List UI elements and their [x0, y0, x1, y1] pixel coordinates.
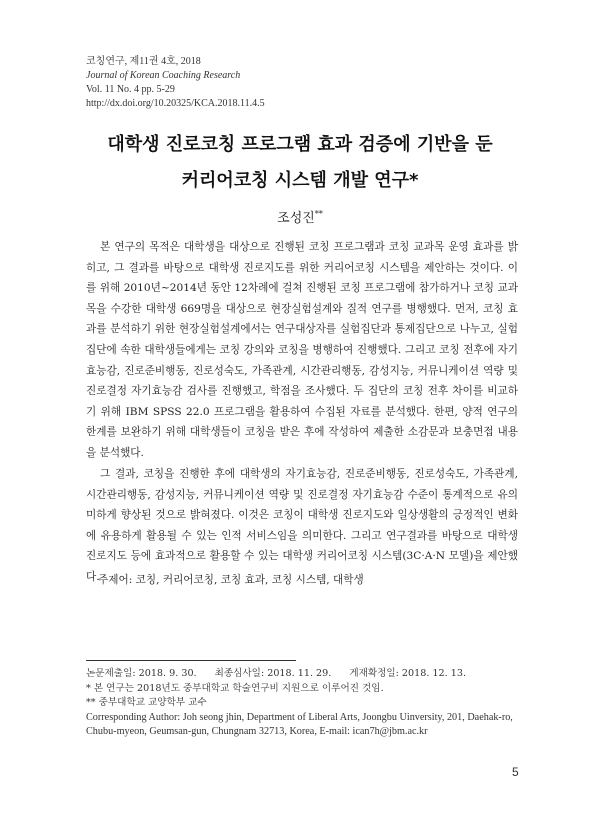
author-name: 조성진: [277, 211, 315, 226]
accepted-date: 게재확정일: 2018. 12. 13.: [349, 668, 467, 679]
abstract-paragraph-1: [86, 237, 518, 464]
abstract-paragraph-2: [86, 464, 518, 588]
reviewed-date: 최종심사일: 2018. 11. 29.: [214, 668, 332, 679]
journal-volume: Vol. 11 No. 4 pp. 5-29: [86, 84, 175, 95]
corresponding-author: Corresponding Author: Joh seong jhin, Department of Liberal Arts, Joongbu Uinversity, 201, Daehak-ro, Chubu-myeon, Geumsan-gun, Chungnam 32713, Korea, E-mail: ican7h@jbm.ac.kr: [86, 711, 513, 737]
author: [0, 207, 600, 226]
paper-title-line2: 커리어코칭 시스템 개발 연구*: [181, 170, 419, 191]
journal-issue: 코칭연구, 제11권 4호, 2018: [86, 56, 201, 67]
author-mark: **: [314, 209, 323, 219]
journal-name: Journal of Korean Coaching Research: [86, 70, 241, 81]
page-number: 5: [512, 765, 519, 779]
footnote-divider: [86, 660, 296, 661]
affiliation-note: ** 중부대학교 교양학부 교수: [86, 697, 207, 708]
received-date: 논문제출일: 2018. 9. 30.: [86, 668, 197, 679]
journal-header: [86, 55, 265, 111]
keywords: 주제어: 코칭, 커리어코칭, 코칭 효과, 코칭 시스템, 대학생: [98, 574, 364, 586]
funding-note: * 본 연구는 2018년도 중부대학교 학술연구비 지원으로 이루어진 것임.: [86, 682, 384, 694]
footnotes: [86, 667, 526, 740]
abstract-text-2: 그 결과, 코칭을 진행한 후에 대학생의 자기효능감, 진로준비행동, 진로성숙도, 가족관계, 시간관리행동, 감성지능, 커뮤니케이션 역량 및 진로결정 자기효능감 수준이 통계적으로 유의미하게 향상된 것으로 밝혀졌다. 이것은 코칭이 대학생 진로지도와 일상생활의 긍정적인 변화에 유용하게 활용될 수 있는 인적 서비스임을 의미한다. 그리고 연구결과를 바탕으로 대학생 진로지도 등에 효과적으로 활용할 수 있는 대학생 커리어코칭 시스템(3C·A·N 모델)을 제안했다.: [86, 468, 518, 583]
submission-dates: [86, 667, 526, 682]
abstract-text-1: 본 연구의 목적은 대학생을 대상으로 진행된 코칭 프로그램과 코칭 교과목 운영 효과를 밝히고, 그 결과를 바탕으로 대학생 진로지도를 위한 커리어코칭 시스템을 제안하는 것이다. 이를 위해 2010년~2014년 동안 12차례에 걸쳐 진행된 코칭 프로그램에 참가하거나 코칭 교과목을 수강한 대학생 669명을 대상으로 현장실험설계와 질적 연구를 병행했다. 먼저, 코칭 효과를 분석하기 위한 현장실험설계에서는 연구대상자를 실험집단과 통제집단으로 나누고, 실험집단에 속한 대학생들에게는 코칭 강의와 코칭을 병행하여 진행했다. 그리고 코칭 전후에 자기효능감, 진로준비행동, 진로성숙도, 가족관계, 시간관리행동, 감성지능, 커뮤니케이션 역량 및 진로결정 자기효능감 검사를 진행했고, 학점을 조사했다. 두 집단의 코칭 전후 차이를 비교하기 위해 IBM SPSS 22.0 프로그램을 활용하여 수집된 자료를 분석했다. 한편, 양적 연구의 한계를 보완하기 위해 대학생들이 코칭을 받은 후에 작성하여 제출한 소감문과 보충면접 내용을 분석했다.: [86, 241, 518, 459]
doi-link[interactable]: http://dx.doi.org/10.20325/KCA.2018.11.4.5: [86, 98, 265, 109]
paper-title-line1: 대학생 진로코칭 프로그램 효과 검증에 기반을 둔: [107, 134, 493, 155]
